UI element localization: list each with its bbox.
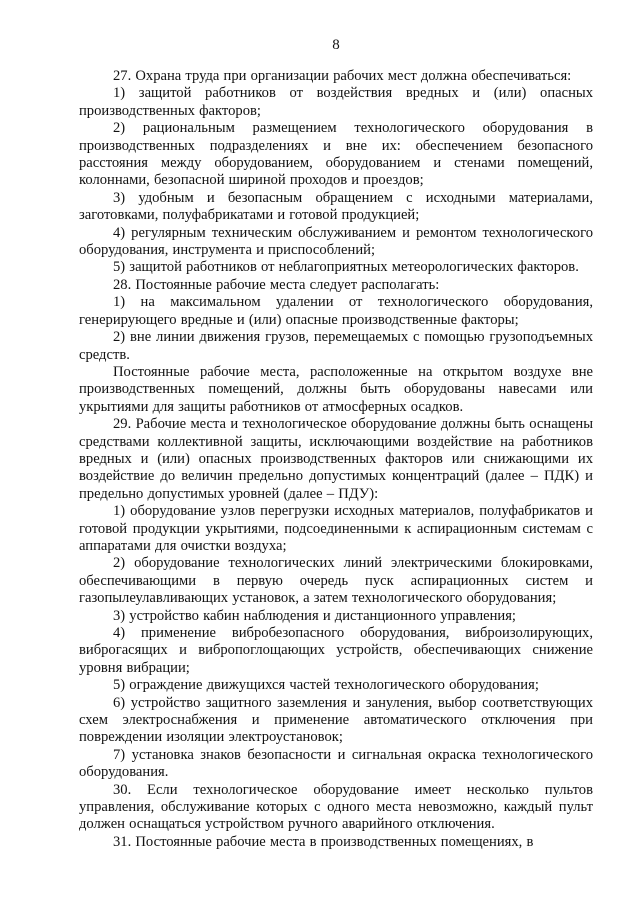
paragraph-29-item-2: 2) оборудование технологических линий электрическими блокировками, обеспечивающими в первую очередь пуск аспирационных систем и газопылеулавливающих установок, а затем технологического оборудования; xyxy=(79,555,593,607)
paragraph-28-item-1: 1) на максимальном удалении от технологического оборудования, генерирующего вредные и (или) опасные производственные факторы; xyxy=(79,294,593,328)
page-number: 8 xyxy=(332,37,340,53)
paragraph-27-item-1: 1) защитой работников от воздействия вредных и (или) опасных производственных факторов; xyxy=(79,85,593,119)
paragraph-31: 31. Постоянные рабочие места в производственных помещениях, в xyxy=(113,833,534,850)
paragraph-28-outdoor: Постоянные рабочие места, расположенные на открытом воздухе вне производственных помещений, должны быть оборудованы навесами или укрытиями для защиты работников от атмосферных осадков. xyxy=(79,363,593,415)
paragraph-27-item-5: 5) защитой работников от неблагоприятных метеорологических факторов. xyxy=(113,259,579,276)
paragraph-29-item-4: 4) применение вибробезопасного оборудования, виброизолирующих, виброгасящих и вибропоглощающих устройств, обеспечивающих снижение уровня вибрации; xyxy=(79,625,593,676)
paragraph-27-item-4: 4) регулярным техническим обслуживанием и ремонтом технологического оборудования, инструмента и приспособлений; xyxy=(79,224,593,259)
paragraph-29-item-7: 7) установка знаков безопасности и сигнальная окраска технологического оборудования. xyxy=(79,746,593,781)
paragraph-28-item-2: 2) вне линии движения грузов, перемещаемых с помощью грузоподъемных средств. xyxy=(79,329,593,363)
paragraph-29-item-5: 5) ограждение движущихся частей технологического оборудования; xyxy=(113,677,539,694)
paragraph-29-item-1: 1) оборудование узлов перегрузки исходных материалов, полуфабрикатов и готовой продукции укрытиями, подсоединенными к аспирационным системам с аппаратами для очистки воздуха; xyxy=(79,503,593,554)
paragraph-30: 30. Если технологическое оборудование имеет несколько пультов управления, обслуживание которых с одного места невозможно, каждый пульт должен оснащаться устройством ручного аварийного отключения. xyxy=(79,781,593,833)
paragraph-27-item-2: 2) рациональным размещением технологического оборудования в производственных подразделениях и вне их: обеспечением безопасного расстояния между оборудованием, оборудованием и стенами помещений, колоннами, безопасной шириной проходов и проездов; xyxy=(79,120,593,189)
paragraph-29-item-3: 3) устройство кабин наблюдения и дистанционного управления; xyxy=(113,607,516,624)
paragraph-29-heading: 29. Рабочие места и технологическое оборудование должны быть оснащены средствами коллективной защиты, исключающими воздействие на работников вредных и (или) опасных производственных факторов или снижающими их воздействие до величин предельно допустимых концентраций (далее – ПДК) и предельно допустимых уровней (далее – ПДУ): xyxy=(79,416,593,502)
paragraph-27-item-3: 3) удобным и безопасным обращением с исходными материалами, заготовками, полуфабрикатами и готовой продукцией; xyxy=(79,189,593,224)
paragraph-27-heading: 27. Охрана труда при организации рабочих мест должна обеспечиваться: xyxy=(113,68,572,84)
paragraph-28-heading: 28. Постоянные рабочие места следует располагать: xyxy=(113,276,440,293)
paragraph-29-item-6: 6) устройство защитного заземления и зануления, выбор соответствующих схем электроснабжения и применение автоматического отключения при повреждении изоляции электроустановок; xyxy=(79,694,593,746)
